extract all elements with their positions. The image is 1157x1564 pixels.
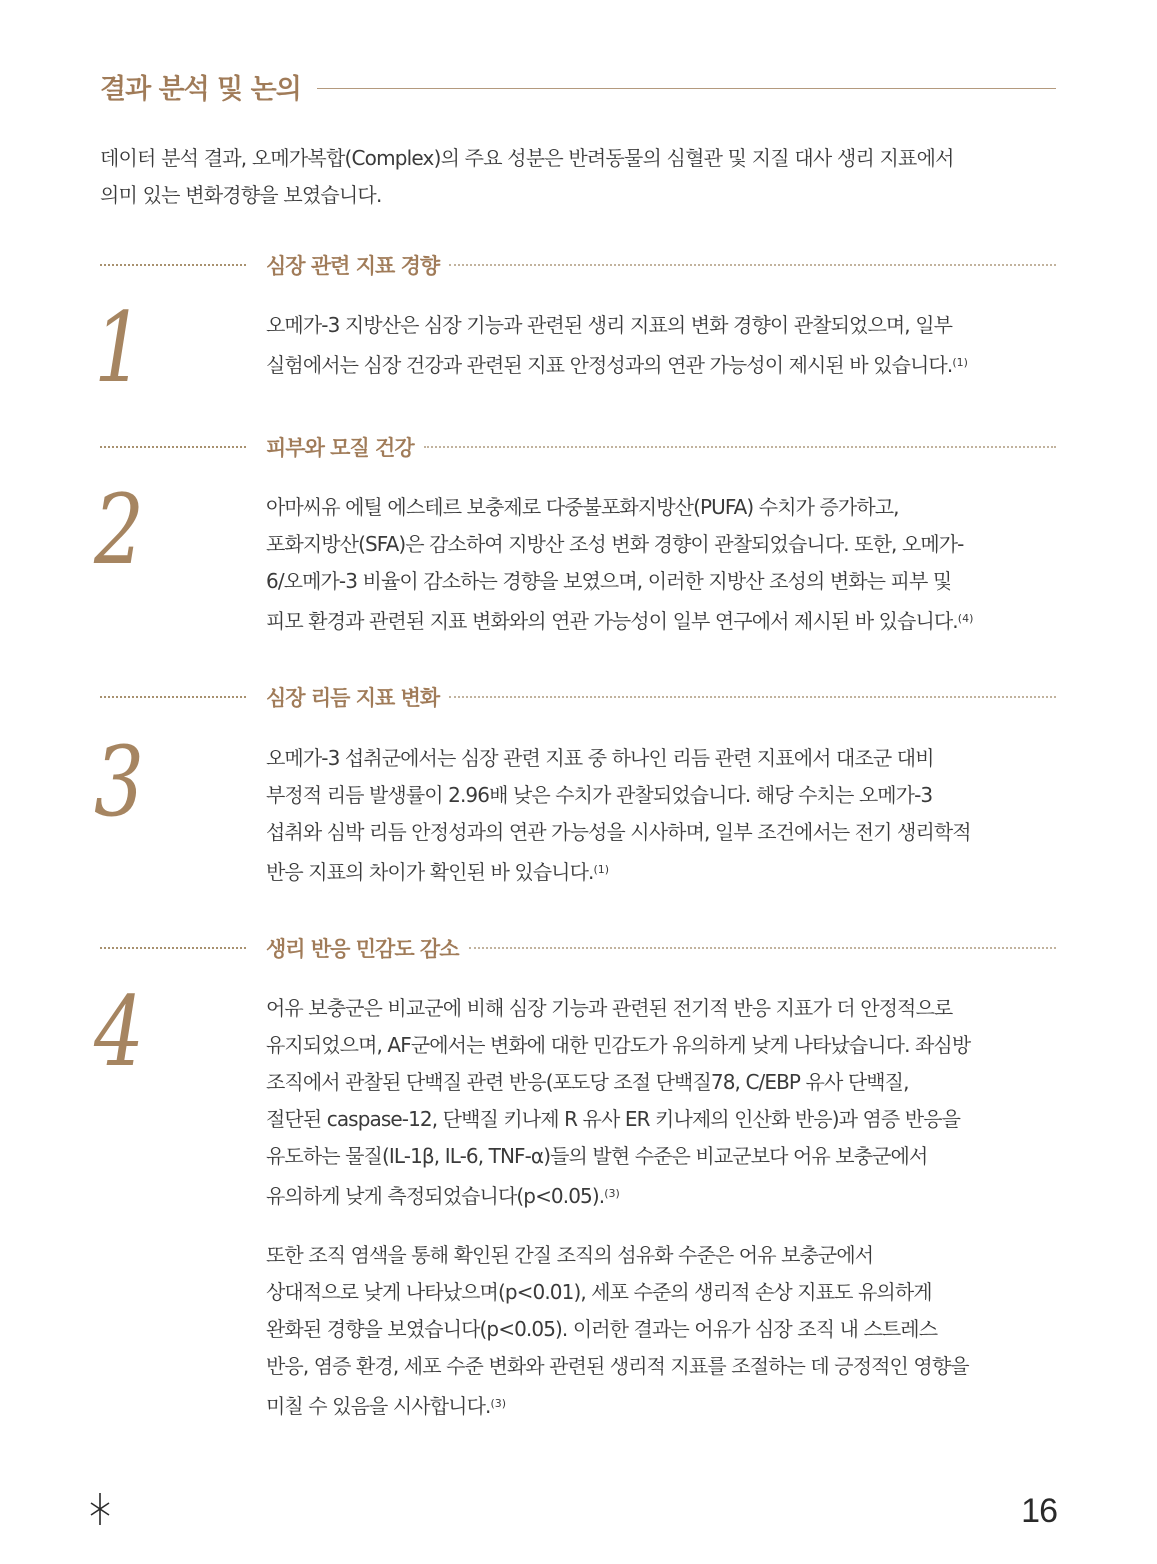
text-line: 실험에서는 심장 건강과 관련된 지표 안정성과의 연관 가능성이 제시된 바 있습니다. <box>266 353 953 377</box>
intro-line: 의미 있는 변화경향을 보였습니다. <box>100 183 382 207</box>
text-line: 미칠 수 있음을 시사합니다. <box>266 1394 491 1418</box>
section-number: 2 <box>94 474 145 586</box>
text-line: 포화지방산(SFA)은 감소하여 지방산 조성 변화 경향이 관찰되었습니다. 또한, 오메가- <box>266 532 964 556</box>
text-line: 피모 환경과 관련된 지표 변화와의 연관 가능성이 일부 연구에서 제시된 바 있습니다. <box>266 609 958 633</box>
text-line: 또한 조직 염색을 통해 확인된 간질 조직의 섬유화 수준은 어유 보충군에서 <box>266 1243 874 1267</box>
star-icon <box>88 1492 112 1526</box>
intro-text <box>100 140 1060 214</box>
section-body-4 <box>266 990 1066 1425</box>
section-body-1 <box>266 307 1066 384</box>
section-title: 피부와 모질 건강 <box>266 436 414 460</box>
text-line: 완화된 경향을 보였습니다(p<0.05). 이러한 결과는 어유가 심장 조직 내 스트레스 <box>266 1317 938 1341</box>
section-number: 4 <box>94 976 145 1088</box>
paragraph <box>266 489 1066 640</box>
dotted-rule <box>424 446 1056 448</box>
section-title: 심장 관련 지표 경향 <box>266 254 440 278</box>
text-line: 유의하게 낮게 측정되었습니다(p<0.05). <box>266 1184 605 1208</box>
dotted-rule <box>100 446 246 448</box>
paragraph <box>266 1237 1066 1425</box>
dotted-rule <box>100 947 246 949</box>
paragraph <box>266 307 1066 384</box>
section-heading-3 <box>100 682 1056 712</box>
text-line: 유도하는 물질(IL-1β, IL-6, TNF-α)들의 발현 수준은 비교군보다 어유 보충군에서 <box>266 1144 928 1168</box>
paragraph <box>266 740 1066 891</box>
text-line: 아마씨유 에틸 에스테르 보충제로 다중불포화지방산(PUFA) 수치가 증가하고, <box>266 495 899 519</box>
section-body-3 <box>266 740 1066 891</box>
text-line: 조직에서 관찰된 단백질 관련 반응(포도당 조절 단백질78, C/EBP 유사 단백질, <box>266 1070 909 1094</box>
intro-line: 데이터 분석 결과, 오메가복합(Complex)의 주요 성분은 반려동물의 심혈관 및 지질 대사 생리 지표에서 <box>100 146 954 170</box>
section-heading-1 <box>100 250 1056 280</box>
section-title: 생리 반응 민감도 감소 <box>266 937 459 961</box>
reference-mark: (3) <box>604 1187 620 1200</box>
dotted-rule <box>469 947 1056 949</box>
text-line: 상대적으로 낮게 나타났으며(p<0.01), 세포 수준의 생리적 손상 지표도 유의하게 <box>266 1280 932 1304</box>
section-heading-2 <box>100 432 1056 462</box>
page-title: 결과 분석 및 논의 <box>100 73 301 105</box>
section-header <box>100 66 1056 106</box>
text-line: 섭취와 심박 리듬 안정성과의 연관 가능성을 시사하며, 일부 조건에서는 전기 생리학적 <box>266 820 971 844</box>
dotted-rule <box>100 696 246 698</box>
reference-mark: (1) <box>952 356 968 369</box>
text-line: 반응 지표의 차이가 확인된 바 있습니다. <box>266 860 594 884</box>
section-title: 심장 리듬 지표 변화 <box>266 686 440 710</box>
reference-mark: (1) <box>593 863 610 876</box>
text-line: 유지되었으며, AF군에서는 변화에 대한 민감도가 유의하게 낮게 나타났습니다. 좌심방 <box>266 1033 971 1057</box>
text-line: 어유 보충군은 비교군에 비해 심장 기능과 관련된 전기적 반응 지표가 더 안정적으로 <box>266 996 953 1020</box>
header-rule <box>317 88 1056 89</box>
text-line: 오메가-3 섭취군에서는 심장 관련 지표 중 하나인 리듬 관련 지표에서 대조군 대비 <box>266 746 934 770</box>
page-number: 16 <box>1021 1492 1057 1530</box>
text-line: 절단된 caspase-12, 단백질 키나제 R 유사 ER 키나제의 인산화 반응)과 염증 반응을 <box>266 1107 961 1131</box>
text-line: 반응, 염증 환경, 세포 수준 변화와 관련된 생리적 지표를 조절하는 데 긍정적인 영향을 <box>266 1354 969 1378</box>
paragraph <box>266 990 1066 1215</box>
reference-mark: (3) <box>490 1397 507 1410</box>
text-line: 오메가-3 지방산은 심장 기능과 관련된 생리 지표의 변화 경향이 관찰되었으며, 일부 <box>266 313 953 337</box>
section-number: 3 <box>94 726 145 838</box>
section-number: 1 <box>94 292 145 404</box>
dotted-rule <box>449 264 1056 266</box>
text-line: 6/오메가-3 비율이 감소하는 경향을 보였으며, 이러한 지방산 조성의 변화는 피부 및 <box>266 569 952 593</box>
text-line: 부정적 리듬 발생률이 2.96배 낮은 수치가 관찰되었습니다. 해당 수치는 오메가-3 <box>266 783 933 807</box>
dotted-rule <box>449 696 1056 698</box>
section-heading-4 <box>100 933 1056 963</box>
reference-mark: (4) <box>957 612 974 625</box>
dotted-rule <box>100 264 246 266</box>
section-body-2 <box>266 489 1066 640</box>
